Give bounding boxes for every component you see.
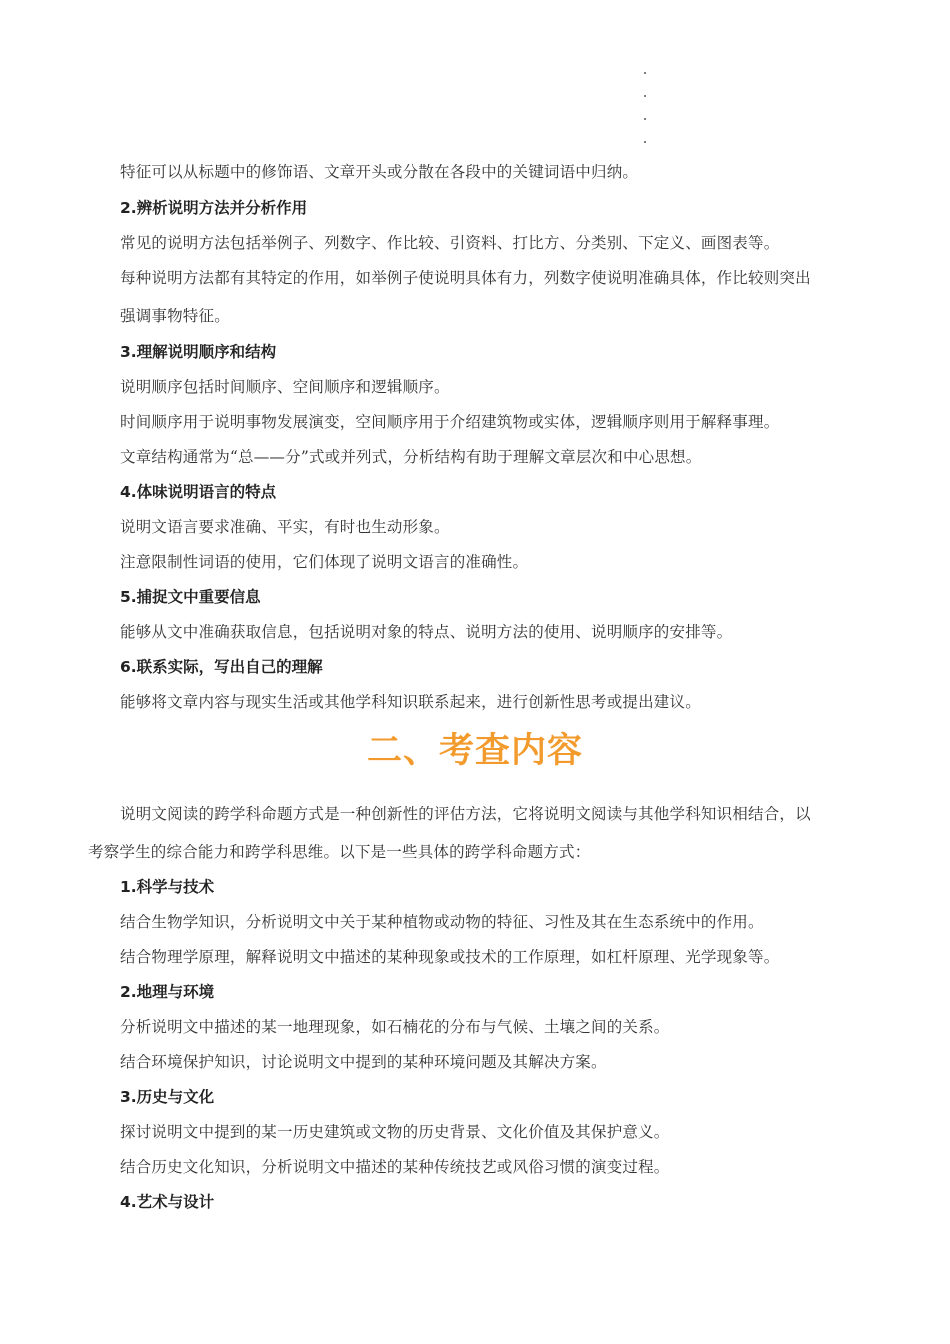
section-heading: 3.理解说明顺序和结构 [120, 343, 277, 361]
dot-marker [644, 95, 646, 97]
paragraph-line: 特征可以从标题中的修饰语、文章开头或分散在各段中的关键词语中归纳。 [120, 163, 639, 181]
paragraph-line: 说明顺序包括时间顺序、空间顺序和逻辑顺序。 [120, 378, 450, 396]
section-heading: 5.捕捉文中重要信息 [120, 588, 261, 606]
paragraph-line: 说明文阅读的跨学科命题方式是一种创新性的评估方法，它将说明文阅读与其他学科知识相结合，以 [120, 805, 811, 823]
paragraph-line: 说明文语言要求准确、平实，有时也生动形象。 [120, 518, 450, 536]
section-heading: 4.体味说明语言的特点 [120, 483, 277, 501]
subsection-heading: 1.科学与技术 [120, 878, 215, 896]
paragraph-line: 常见的说明方法包括举例子、列数字、作比较、引资料、打比方、分类别、下定义、画图表等。 [120, 234, 780, 252]
paragraph-line: 结合物理学原理，解释说明文中描述的某种现象或技术的工作原理，如杠杆原理、光学现象等。 [120, 948, 780, 966]
subsection-heading: 2.地理与环境 [120, 983, 215, 1001]
paragraph-line: 结合历史文化知识，分析说明文中描述的某种传统技艺或风俗习惯的演变过程。 [120, 1158, 670, 1176]
subsection-heading: 4.艺术与设计 [120, 1193, 215, 1211]
paragraph-line: 强调事物特征。 [120, 307, 230, 325]
paragraph-line: 能够从文中准确获取信息，包括说明对象的特点、说明方法的使用、说明顺序的安排等。 [120, 623, 733, 641]
paragraph-line: 每种说明方法都有其特定的作用，如举例子使说明具体有力，列数字使说明准确具体，作比较则突出 [120, 269, 811, 287]
paragraph-line: 能够将文章内容与现实生活或其他学科知识联系起来，进行创新性思考或提出建议。 [120, 693, 701, 711]
section-title: 二、考查内容 [366, 731, 583, 771]
dot-marker [644, 118, 646, 120]
margin-dots [644, 72, 654, 164]
paragraph-line: 结合生物学知识，分析说明文中关于某种植物或动物的特征、习性及其在生态系统中的作用。 [120, 913, 764, 931]
dot-marker [644, 141, 646, 143]
paragraph-line: 分析说明文中描述的某一地理现象，如石楠花的分布与气候、土壤之间的关系。 [120, 1018, 670, 1036]
paragraph-line: 文章结构通常为“总——分”式或并列式，分析结构有助于理解文章层次和中心思想。 [120, 448, 702, 466]
paragraph-line: 结合环境保护知识，讨论说明文中提到的某种环境问题及其解决方案。 [120, 1053, 607, 1071]
paragraph-line: 注意限制性词语的使用，它们体现了说明文语言的准确性。 [120, 553, 529, 571]
section-heading: 6.联系实际，写出自己的理解 [120, 658, 323, 676]
subsection-heading: 3.历史与文化 [120, 1088, 215, 1106]
section-heading: 2.辨析说明方法并分析作用 [120, 199, 308, 217]
paragraph-line: 时间顺序用于说明事物发展演变，空间顺序用于介绍建筑物或实体，逻辑顺序则用于解释事理。 [120, 413, 780, 431]
paragraph-line: 考察学生的综合能力和跨学科思维。以下是一些具体的跨学科命题方式： [88, 843, 591, 861]
dot-marker [644, 72, 646, 74]
paragraph-line: 探讨说明文中提到的某一历史建筑或文物的历史背景、文化价值及其保护意义。 [120, 1123, 670, 1141]
